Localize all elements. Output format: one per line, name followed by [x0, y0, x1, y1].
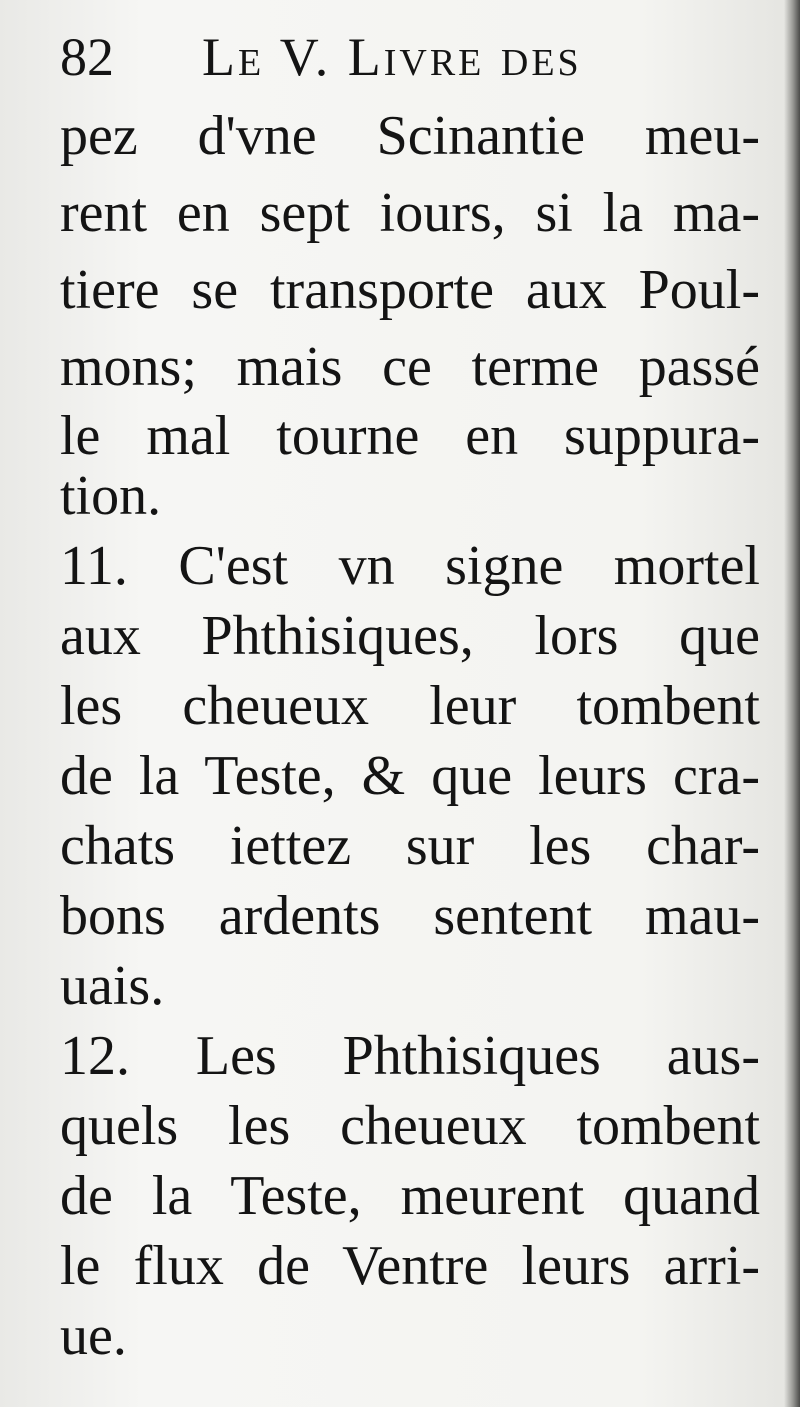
text-line: rent en sept iours, si la ma- [60, 182, 760, 244]
text-line: les cheueux leur tombent [60, 675, 760, 737]
text-line: 11. C'est vn signe mortel [60, 535, 760, 597]
text-line: chats iettez sur les char- [60, 815, 760, 877]
text-line: pez d'vne Scinantie meu- [60, 105, 760, 167]
running-title: Le V. Livre des [202, 27, 582, 87]
text-line: bons ardents sentent mau- [60, 885, 760, 947]
text-line: de la Teste, meurent quand [60, 1165, 760, 1227]
text-line: ue. [60, 1305, 127, 1367]
text-line: aux Phthisiques, lors que [60, 605, 760, 667]
text-line: de la Teste, & que leurs cra- [60, 745, 760, 807]
binding-edge [784, 0, 800, 1407]
text-line: uais. [60, 955, 165, 1017]
page-number: 82 [60, 27, 114, 87]
text-line: le mal tourne en suppura- [60, 405, 760, 467]
text-line: tiere se transporte aux Poul- [60, 259, 760, 321]
text-line: le flux de Ventre leurs arri- [60, 1235, 760, 1297]
text-line: mons; mais ce terme passé [60, 336, 760, 398]
text-line: quels les cheueux tombent [60, 1095, 760, 1157]
text-line: 12. Les Phthisiques aus- [60, 1025, 760, 1087]
text-line: tion. [60, 465, 162, 527]
running-head [60, 22, 760, 92]
